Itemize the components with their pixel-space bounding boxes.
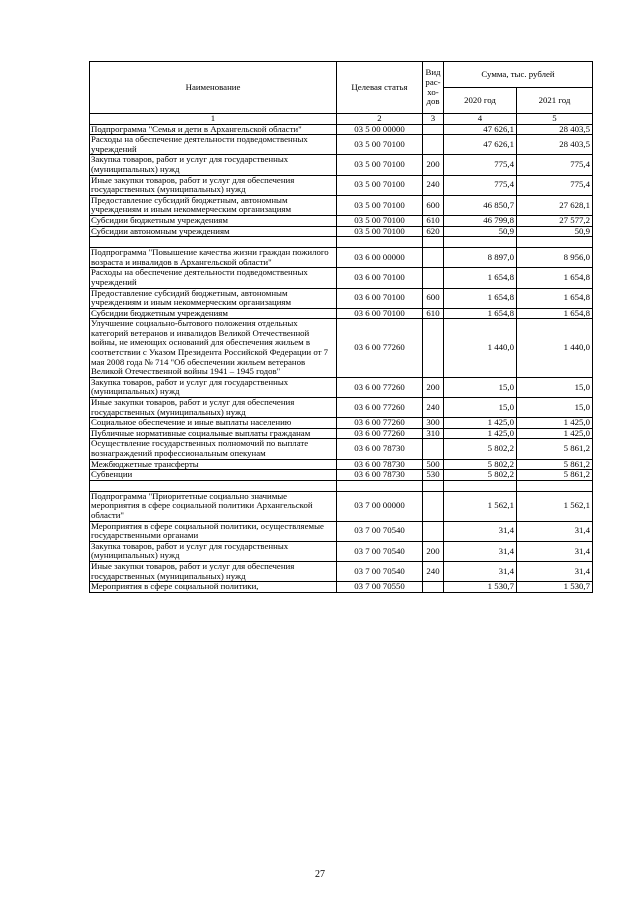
row-value-2021-cell: 15,0 (517, 377, 593, 397)
header-sum: Сумма, тыс. рублей (444, 62, 593, 88)
row-code-cell: 03 7 00 00000 (337, 491, 423, 521)
subprogram-row (90, 248, 593, 268)
row-name-cell: Подпрограмма "Повышение качества жизни граждан пожилого возраста и инвалидов в Архангельской области" (90, 248, 337, 268)
row-name-cell: Подпрограмма "Приоритетные социально значимые мероприятия в сфере социальной политики Архангельской области" (90, 491, 337, 521)
row-kind-cell: 300 (423, 418, 444, 429)
row-value-2020-cell: 5 802,2 (444, 439, 517, 459)
row-code-cell: 03 6 00 77260 (337, 418, 423, 429)
row-code-cell: 03 6 00 78730 (337, 459, 423, 470)
empty-cell (423, 480, 444, 491)
row-value-2020-cell: 775,4 (444, 155, 517, 175)
row-value-2020-cell: 1 530,7 (444, 582, 517, 593)
row-kind-cell (423, 124, 444, 135)
row-kind-cell: 600 (423, 195, 444, 215)
row-name-cell: Иные закупки товаров, работ и услуг для обеспечения государственных (муниципальных) нужд (90, 398, 337, 418)
budget-table (89, 61, 593, 593)
row-value-2021-cell: 31,4 (517, 521, 593, 541)
empty-cell (337, 480, 423, 491)
row-code-cell: 03 6 00 77260 (337, 428, 423, 439)
row-value-2021-cell: 5 861,2 (517, 439, 593, 459)
row-name-cell: Мероприятия в сфере социальной политики, осуществляемые государственными органами (90, 521, 337, 541)
row-code-cell: 03 6 00 00000 (337, 248, 423, 268)
row-kind-cell (423, 582, 444, 593)
table-row (90, 175, 593, 195)
index-cell: 4 (444, 114, 517, 125)
row-code-cell: 03 5 00 70100 (337, 195, 423, 215)
row-name-cell: Социальное обеспечение и иные выплаты населению (90, 418, 337, 429)
row-value-2020-cell: 46 799,8 (444, 215, 517, 226)
table-row (90, 155, 593, 175)
row-kind-cell: 610 (423, 215, 444, 226)
row-kind-cell (423, 491, 444, 521)
row-value-2021-cell: 8 956,0 (517, 248, 593, 268)
row-name-cell: Расходы на обеспечение деятельности подведомственных учреждений (90, 268, 337, 288)
row-name-cell: Осуществление государственных полномочий по выплате вознаграждений профессиональным опекунам (90, 439, 337, 459)
table-row (90, 195, 593, 215)
empty-cell (444, 237, 517, 248)
row-kind-cell (423, 319, 444, 378)
row-code-cell: 03 6 00 70100 (337, 268, 423, 288)
table-row (90, 308, 593, 319)
row-code-cell: 03 7 00 70540 (337, 561, 423, 581)
row-value-2020-cell: 15,0 (444, 398, 517, 418)
row-value-2021-cell: 1 425,0 (517, 418, 593, 429)
row-name-cell: Улучшение социально-бытового положения отдельных категорий ветеранов и инвалидов Великой Отечественной войны, не имеющих оснований для обеспечения жильем в соответствии с Указом Президента Российской Федерации от 7 мая 2008 года № 714 "Об обеспечении жильем ветеранов Великой Отечественной войны 1941 – 1945 годов" (90, 319, 337, 378)
table-row (90, 470, 593, 481)
row-name-cell: Мероприятия в сфере социальной политики, (90, 582, 337, 593)
header-code: Целевая статья (337, 62, 423, 114)
row-kind-cell: 500 (423, 459, 444, 470)
row-name-cell: Закупка товаров, работ и услуг для государственных (муниципальных) нужд (90, 377, 337, 397)
row-value-2020-cell: 1 440,0 (444, 319, 517, 378)
row-value-2020-cell: 47 626,1 (444, 135, 517, 155)
row-value-2021-cell: 1 425,0 (517, 428, 593, 439)
row-value-2021-cell: 1 530,7 (517, 582, 593, 593)
row-value-2021-cell: 27 577,2 (517, 215, 593, 226)
row-code-cell: 03 6 00 78730 (337, 470, 423, 481)
row-kind-cell: 610 (423, 308, 444, 319)
row-value-2020-cell: 31,4 (444, 521, 517, 541)
row-value-2021-cell: 50,9 (517, 226, 593, 237)
empty-cell (90, 237, 337, 248)
row-value-2021-cell: 28 403,5 (517, 135, 593, 155)
row-value-2020-cell: 5 802,2 (444, 470, 517, 481)
row-code-cell: 03 7 00 70540 (337, 541, 423, 561)
row-code-cell: 03 5 00 70100 (337, 135, 423, 155)
row-code-cell: 03 5 00 70100 (337, 215, 423, 226)
row-name-cell: Субсидии автономным учреждениям (90, 226, 337, 237)
table-row (90, 288, 593, 308)
row-value-2020-cell: 15,0 (444, 377, 517, 397)
row-kind-cell: 200 (423, 155, 444, 175)
empty-cell (444, 480, 517, 491)
row-code-cell: 03 5 00 70100 (337, 155, 423, 175)
row-kind-cell: 240 (423, 175, 444, 195)
header-year-2021: 2021 год (517, 88, 593, 114)
table-body (90, 124, 593, 592)
table-row (90, 541, 593, 561)
index-cell: 1 (90, 114, 337, 125)
row-value-2020-cell: 31,4 (444, 561, 517, 581)
row-value-2020-cell: 46 850,7 (444, 195, 517, 215)
spacer-row (90, 480, 593, 491)
row-value-2020-cell: 5 802,2 (444, 459, 517, 470)
row-value-2021-cell: 27 628,1 (517, 195, 593, 215)
row-name-cell: Публичные нормативные социальные выплаты гражданам (90, 428, 337, 439)
row-code-cell: 03 6 00 77260 (337, 319, 423, 378)
index-cell: 2 (337, 114, 423, 125)
row-value-2020-cell: 1 654,8 (444, 268, 517, 288)
row-value-2021-cell: 28 403,5 (517, 124, 593, 135)
row-kind-cell: 240 (423, 561, 444, 581)
column-index-row (90, 114, 593, 125)
empty-cell (90, 480, 337, 491)
row-name-cell: Субвенции (90, 470, 337, 481)
row-kind-cell (423, 268, 444, 288)
row-value-2020-cell: 31,4 (444, 541, 517, 561)
row-value-2020-cell: 50,9 (444, 226, 517, 237)
row-name-cell: Субсидии бюджетным учреждениям (90, 215, 337, 226)
table-row (90, 226, 593, 237)
row-value-2020-cell: 1 654,8 (444, 288, 517, 308)
row-kind-cell: 530 (423, 470, 444, 481)
header-kind: Вид рас-хо-дов (423, 62, 444, 114)
row-name-cell: Закупка товаров, работ и услуг для государственных (муниципальных) нужд (90, 541, 337, 561)
empty-cell (517, 237, 593, 248)
row-name-cell: Иные закупки товаров, работ и услуг для обеспечения государственных (муниципальных) нужд (90, 175, 337, 195)
empty-cell (337, 237, 423, 248)
row-name-cell: Субсидии бюджетным учреждениям (90, 308, 337, 319)
row-kind-cell (423, 248, 444, 268)
row-name-cell: Иные закупки товаров, работ и услуг для обеспечения государственных (муниципальных) нужд (90, 561, 337, 581)
row-code-cell: 03 6 00 70100 (337, 288, 423, 308)
index-cell: 3 (423, 114, 444, 125)
header-year-2020: 2020 год (444, 88, 517, 114)
row-value-2021-cell: 1 654,8 (517, 308, 593, 319)
row-value-2021-cell: 1 440,0 (517, 319, 593, 378)
index-cell: 5 (517, 114, 593, 125)
row-value-2021-cell: 15,0 (517, 398, 593, 418)
row-kind-cell: 620 (423, 226, 444, 237)
row-value-2021-cell: 5 861,2 (517, 470, 593, 481)
row-value-2021-cell: 1 562,1 (517, 491, 593, 521)
row-value-2021-cell: 1 654,8 (517, 288, 593, 308)
table-row (90, 215, 593, 226)
row-value-2020-cell: 47 626,1 (444, 124, 517, 135)
table-row (90, 418, 593, 429)
table-row (90, 439, 593, 459)
row-code-cell: 03 6 00 70100 (337, 308, 423, 319)
row-value-2020-cell: 1 562,1 (444, 491, 517, 521)
row-name-cell: Предоставление субсидий бюджетным, автономным учреждениям и иным некоммерческим организациям (90, 288, 337, 308)
row-value-2020-cell: 1 425,0 (444, 428, 517, 439)
row-code-cell: 03 7 00 70550 (337, 582, 423, 593)
row-value-2021-cell: 775,4 (517, 175, 593, 195)
row-code-cell: 03 7 00 70540 (337, 521, 423, 541)
row-kind-cell: 310 (423, 428, 444, 439)
row-kind-cell (423, 521, 444, 541)
row-value-2021-cell: 775,4 (517, 155, 593, 175)
row-name-cell: Закупка товаров, работ и услуг для государственных (муниципальных) нужд (90, 155, 337, 175)
row-value-2021-cell: 5 861,2 (517, 459, 593, 470)
row-kind-cell: 200 (423, 541, 444, 561)
row-value-2021-cell: 31,4 (517, 541, 593, 561)
row-value-2021-cell: 1 654,8 (517, 268, 593, 288)
table-row (90, 319, 593, 378)
table-row (90, 521, 593, 541)
row-kind-cell (423, 135, 444, 155)
empty-cell (423, 237, 444, 248)
table-row (90, 377, 593, 397)
row-value-2021-cell: 31,4 (517, 561, 593, 581)
row-kind-cell: 200 (423, 377, 444, 397)
row-name-cell: Подпрограмма "Семья и дети в Архангельской области" (90, 124, 337, 135)
subprogram-row (90, 124, 593, 135)
table-row (90, 268, 593, 288)
row-kind-cell: 240 (423, 398, 444, 418)
row-value-2020-cell: 1 425,0 (444, 418, 517, 429)
table-row (90, 428, 593, 439)
row-name-cell: Расходы на обеспечение деятельности подведомственных учреждений (90, 135, 337, 155)
row-code-cell: 03 6 00 78730 (337, 439, 423, 459)
row-code-cell: 03 6 00 77260 (337, 377, 423, 397)
row-kind-cell: 600 (423, 288, 444, 308)
row-kind-cell (423, 439, 444, 459)
row-code-cell: 03 6 00 77260 (337, 398, 423, 418)
table-row (90, 398, 593, 418)
table-row (90, 582, 593, 593)
subprogram-row (90, 491, 593, 521)
page-number: 27 (315, 869, 325, 880)
row-value-2020-cell: 1 654,8 (444, 308, 517, 319)
row-name-cell: Межбюджетные трансферты (90, 459, 337, 470)
row-value-2020-cell: 8 897,0 (444, 248, 517, 268)
header-name: Наименование (90, 62, 337, 114)
table-row (90, 135, 593, 155)
row-value-2020-cell: 775,4 (444, 175, 517, 195)
row-code-cell: 03 5 00 70100 (337, 175, 423, 195)
row-name-cell: Предоставление субсидий бюджетным, автономным учреждениям и иным некоммерческим организациям (90, 195, 337, 215)
table-row (90, 561, 593, 581)
table-row (90, 459, 593, 470)
row-code-cell: 03 5 00 70100 (337, 226, 423, 237)
row-code-cell: 03 5 00 00000 (337, 124, 423, 135)
spacer-row (90, 237, 593, 248)
empty-cell (517, 480, 593, 491)
